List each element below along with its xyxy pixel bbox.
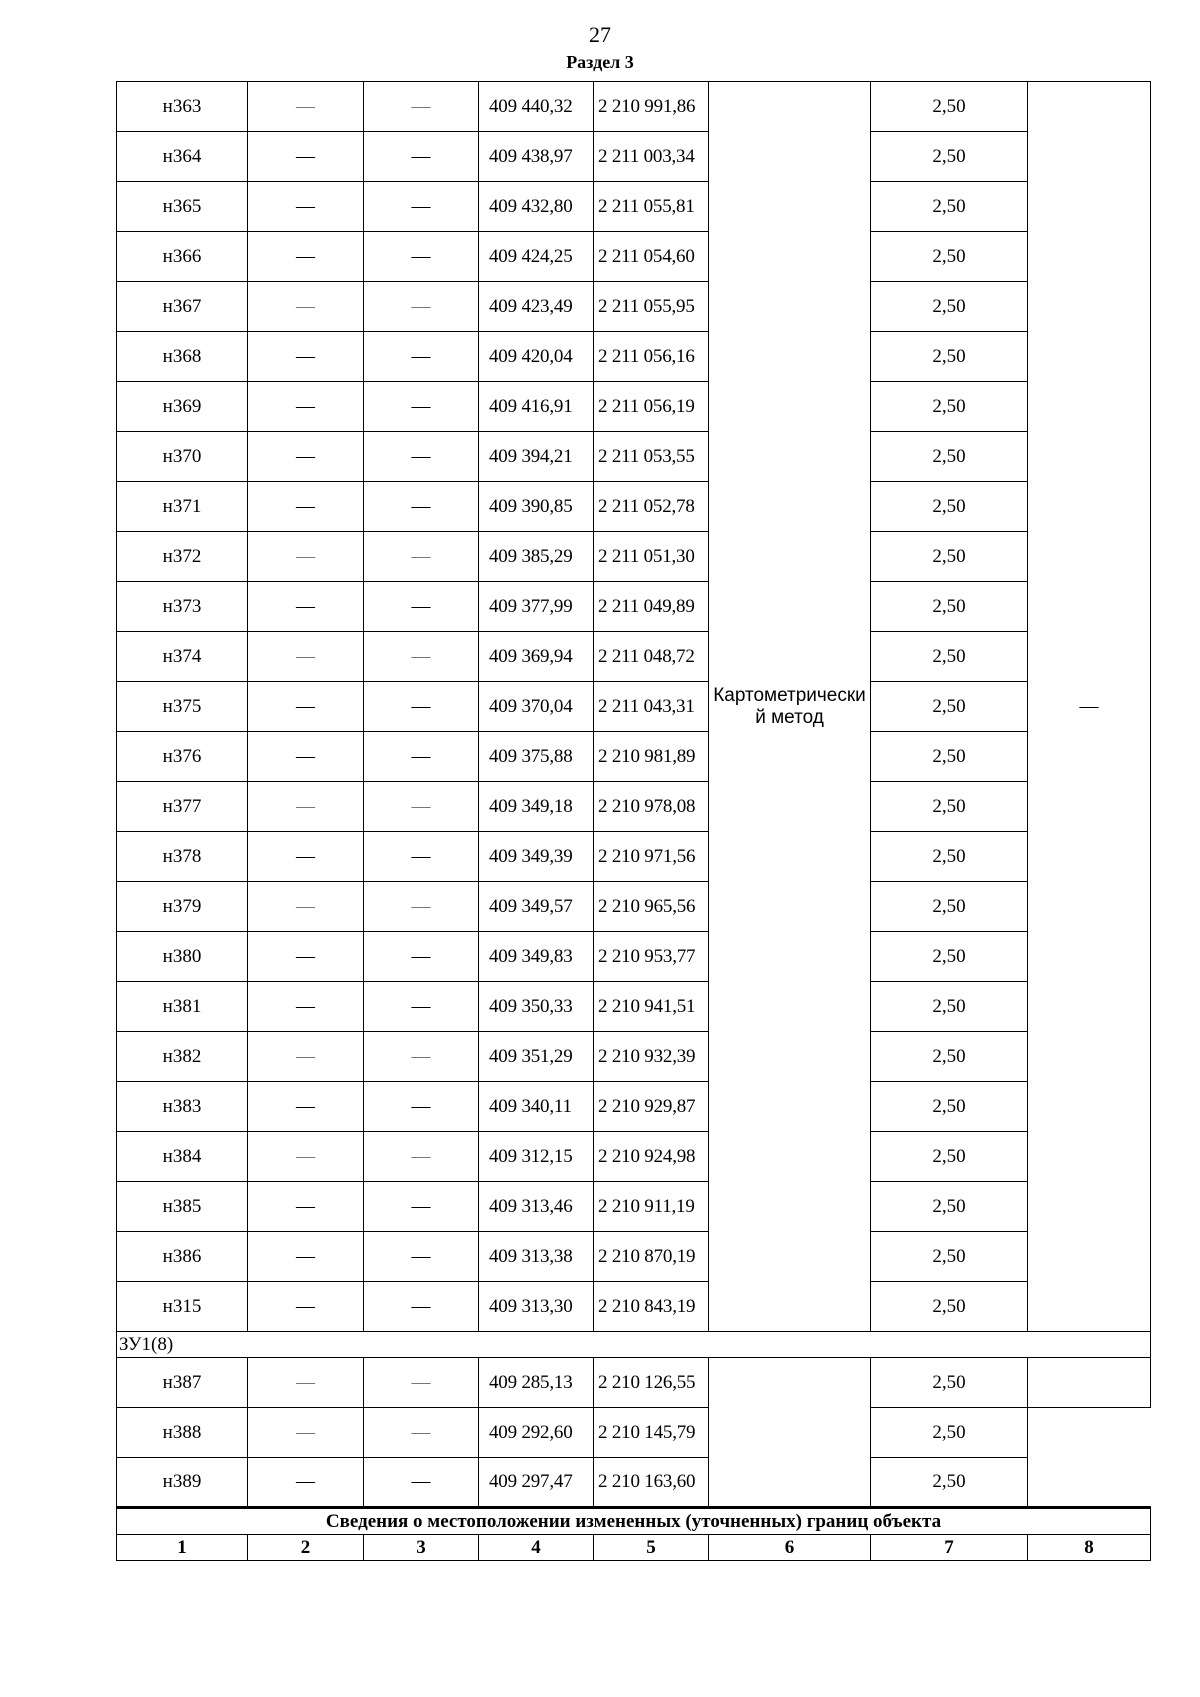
table-row [117,1358,1151,1408]
accuracy-cell: 2,50 [871,232,1028,282]
accuracy-cell: 2,50 [871,1132,1028,1182]
dash-cell: — [364,132,479,182]
accuracy-cell: 2,50 [871,932,1028,982]
point-id-cell: н382 [117,1032,248,1082]
dash-cell: — [248,582,364,632]
point-id-cell: н381 [117,982,248,1032]
y-coordinate-cell: 2 211 048,72 [594,632,709,682]
dash-cell: — [248,682,364,732]
table-row [117,382,1151,432]
caption-row [117,1508,1151,1535]
dash-cell: — [248,732,364,782]
dash-cell: — [248,482,364,532]
y-coordinate-cell: 2 211 051,30 [594,532,709,582]
table-row [117,432,1151,482]
column-number: 8 [1028,1535,1151,1561]
point-id-cell: н366 [117,232,248,282]
y-coordinate-cell: 2 211 055,95 [594,282,709,332]
table-row [117,1032,1151,1082]
x-coordinate-cell: 409 292,60 [479,1408,594,1458]
table-row [117,482,1151,532]
accuracy-cell: 2,50 [871,1032,1028,1082]
column-number-row [117,1535,1151,1561]
x-coordinate-cell: 409 349,83 [479,932,594,982]
dash-cell: — [364,582,479,632]
dash-cell: — [364,932,479,982]
point-id-cell: н315 [117,1282,248,1332]
accuracy-cell: 2,50 [871,382,1028,432]
column-number: 1 [117,1535,248,1561]
x-coordinate-cell: 409 375,88 [479,732,594,782]
dash-cell: — [364,532,479,582]
table-row [117,1132,1151,1182]
dash-cell: — [364,1458,479,1508]
table-row [117,332,1151,382]
accuracy-cell: 2,50 [871,1082,1028,1132]
x-coordinate-cell: 409 350,33 [479,982,594,1032]
accuracy-cell: 2,50 [871,482,1028,532]
y-coordinate-cell: 2 210 924,98 [594,1132,709,1182]
point-id-cell: н365 [117,182,248,232]
table-row [117,732,1151,782]
accuracy-cell: 2,50 [871,1282,1028,1332]
point-id-cell: н376 [117,732,248,782]
point-id-cell: н374 [117,632,248,682]
table-row [117,982,1151,1032]
column-number: 3 [364,1535,479,1561]
dash-cell: — [364,1032,479,1082]
dash-cell: — [248,1358,364,1408]
y-coordinate-cell: 2 211 043,31 [594,682,709,732]
x-coordinate-cell: 409 349,57 [479,882,594,932]
accuracy-cell: 2,50 [871,1358,1028,1408]
dash-cell: — [364,382,479,432]
point-id-cell: н375 [117,682,248,732]
dash-cell: — [248,632,364,682]
dash-cell: — [248,232,364,282]
dash-cell: — [364,332,479,382]
dash-cell: — [364,482,479,532]
point-id-cell: н388 [117,1408,248,1458]
point-id-cell: н379 [117,882,248,932]
table-row [117,1232,1151,1282]
accuracy-cell: 2,50 [871,532,1028,582]
y-coordinate-cell: 2 210 971,56 [594,832,709,882]
x-coordinate-cell: 409 285,13 [479,1358,594,1408]
y-coordinate-cell: 2 210 991,86 [594,82,709,132]
point-id-cell: н377 [117,782,248,832]
dash-cell: — [364,1282,479,1332]
dash-cell: — [248,432,364,482]
dash-cell: — [364,1232,479,1282]
x-coordinate-cell: 409 340,11 [479,1082,594,1132]
y-coordinate-cell: 2 211 049,89 [594,582,709,632]
point-id-cell: н373 [117,582,248,632]
dash-cell: — [364,232,479,282]
point-id-cell: н372 [117,532,248,582]
x-coordinate-cell: 409 394,21 [479,432,594,482]
dash-cell: — [364,782,479,832]
point-id-cell: н385 [117,1182,248,1232]
x-coordinate-cell: 409 349,18 [479,782,594,832]
table-row [117,1082,1151,1132]
col8-empty-cell [1028,1358,1151,1408]
x-coordinate-cell: 409 390,85 [479,482,594,532]
page-number: 27 [589,22,611,47]
dash-cell: — [364,682,479,732]
col8-dash-cell: — [1028,82,1151,1332]
accuracy-cell: 2,50 [871,732,1028,782]
table-row [117,132,1151,182]
method-cell-empty [709,1358,871,1508]
accuracy-cell: 2,50 [871,282,1028,332]
accuracy-cell: 2,50 [871,332,1028,382]
accuracy-cell: 2,50 [871,632,1028,682]
table-row [117,1182,1151,1232]
point-id-cell: н387 [117,1358,248,1408]
y-coordinate-cell: 2 210 163,60 [594,1458,709,1508]
x-coordinate-cell: 409 432,80 [479,182,594,232]
column-number: 7 [871,1535,1028,1561]
dash-cell: — [248,832,364,882]
y-coordinate-cell: 2 210 843,19 [594,1282,709,1332]
dash-cell: — [364,82,479,132]
accuracy-cell: 2,50 [871,1458,1028,1508]
y-coordinate-cell: 2 210 978,08 [594,782,709,832]
y-coordinate-cell: 2 211 056,19 [594,382,709,432]
x-coordinate-cell: 409 313,30 [479,1282,594,1332]
point-id-cell: н371 [117,482,248,532]
table-caption: Сведения о местоположении измененных (уточненных) границ объекта [117,1508,1151,1535]
col8-blank [1028,1408,1151,1508]
x-coordinate-cell: 409 424,25 [479,232,594,282]
x-coordinate-cell: 409 349,39 [479,832,594,882]
dash-cell: — [248,82,364,132]
y-coordinate-cell: 2 210 929,87 [594,1082,709,1132]
y-coordinate-cell: 2 210 965,56 [594,882,709,932]
dash-cell: — [364,982,479,1032]
dash-cell: — [248,882,364,932]
y-coordinate-cell: 2 211 054,60 [594,232,709,282]
dash-cell: — [248,1282,364,1332]
point-id-cell: н368 [117,332,248,382]
dash-cell: — [248,982,364,1032]
y-coordinate-cell: 2 211 053,55 [594,432,709,482]
subheader-row [117,1332,1151,1358]
dash-cell: — [248,1032,364,1082]
point-id-cell: н364 [117,132,248,182]
table-row [117,1408,1151,1458]
dash-cell: — [248,332,364,382]
y-coordinate-cell: 2 210 870,19 [594,1232,709,1282]
dash-cell: — [364,182,479,232]
x-coordinate-cell: 409 313,46 [479,1182,594,1232]
point-id-cell: н363 [117,82,248,132]
dash-cell: — [364,732,479,782]
y-coordinate-cell: 2 211 055,81 [594,182,709,232]
table-row [117,932,1151,982]
y-coordinate-cell: 2 211 052,78 [594,482,709,532]
table-row [117,682,1151,732]
column-number: 2 [248,1535,364,1561]
dash-cell: — [248,932,364,982]
point-id-cell: н383 [117,1082,248,1132]
dash-cell: — [248,1408,364,1458]
y-coordinate-cell: 2 210 126,55 [594,1358,709,1408]
accuracy-cell: 2,50 [871,1182,1028,1232]
y-coordinate-cell: 2 211 003,34 [594,132,709,182]
y-coordinate-cell: 2 210 932,39 [594,1032,709,1082]
point-id-cell: н384 [117,1132,248,1182]
x-coordinate-cell: 409 369,94 [479,632,594,682]
table-row [117,1282,1151,1332]
dash-cell: — [364,832,479,882]
dash-cell: — [364,632,479,682]
point-id-cell: н370 [117,432,248,482]
accuracy-cell: 2,50 [871,582,1028,632]
accuracy-cell: 2,50 [871,432,1028,482]
dash-cell: — [364,1182,479,1232]
dash-cell: — [364,432,479,482]
table-row [117,82,1151,132]
column-number: 4 [479,1535,594,1561]
accuracy-cell: 2,50 [871,882,1028,932]
accuracy-cell: 2,50 [871,182,1028,232]
x-coordinate-cell: 409 370,04 [479,682,594,732]
table-row [117,1458,1151,1508]
point-id-cell: н386 [117,1232,248,1282]
method-cell: Картометрически й метод [709,82,871,1332]
x-coordinate-cell: 409 423,49 [479,282,594,332]
dash-cell: — [248,382,364,432]
x-coordinate-cell: 409 420,04 [479,332,594,382]
column-number: 6 [709,1535,871,1561]
x-coordinate-cell: 409 313,38 [479,1232,594,1282]
dash-cell: — [248,132,364,182]
y-coordinate-cell: 2 210 981,89 [594,732,709,782]
dash-cell: — [248,182,364,232]
x-coordinate-cell: 409 438,97 [479,132,594,182]
accuracy-cell: 2,50 [871,982,1028,1032]
table-row [117,832,1151,882]
dash-cell: — [248,1182,364,1232]
accuracy-cell: 2,50 [871,782,1028,832]
table-row [117,532,1151,582]
dash-cell: — [364,1132,479,1182]
accuracy-cell: 2,50 [871,1408,1028,1458]
x-coordinate-cell: 409 377,99 [479,582,594,632]
section-title: Раздел 3 [566,52,634,72]
point-id-cell: н389 [117,1458,248,1508]
table-row [117,632,1151,682]
table-row [117,182,1151,232]
accuracy-cell: 2,50 [871,82,1028,132]
y-coordinate-cell: 2 210 911,19 [594,1182,709,1232]
accuracy-cell: 2,50 [871,1232,1028,1282]
dash-cell: — [248,782,364,832]
x-coordinate-cell: 409 416,91 [479,382,594,432]
accuracy-cell: 2,50 [871,682,1028,732]
accuracy-cell: 2,50 [871,132,1028,182]
dash-cell: — [364,1408,479,1458]
point-id-cell: н369 [117,382,248,432]
y-coordinate-cell: 2 211 056,16 [594,332,709,382]
x-coordinate-cell: 409 440,32 [479,82,594,132]
dash-cell: — [248,1232,364,1282]
x-coordinate-cell: 409 385,29 [479,532,594,582]
table-row [117,782,1151,832]
x-coordinate-cell: 409 351,29 [479,1032,594,1082]
dash-cell: — [248,1132,364,1182]
dash-cell: — [248,1082,364,1132]
y-coordinate-cell: 2 210 941,51 [594,982,709,1032]
table-row [117,582,1151,632]
x-coordinate-cell: 409 312,15 [479,1132,594,1182]
dash-cell: — [248,532,364,582]
y-coordinate-cell: 2 210 953,77 [594,932,709,982]
table-row [117,882,1151,932]
point-id-cell: н378 [117,832,248,882]
dash-cell: — [364,1082,479,1132]
dash-cell: — [364,282,479,332]
dash-cell: — [248,1458,364,1508]
point-id-cell: н380 [117,932,248,982]
column-number: 5 [594,1535,709,1561]
point-id-cell: н367 [117,282,248,332]
parcel-label: ЗУ1(8) [117,1332,1151,1358]
table-row [117,232,1151,282]
x-coordinate-cell: 409 297,47 [479,1458,594,1508]
accuracy-cell: 2,50 [871,832,1028,882]
dash-cell: — [364,882,479,932]
dash-cell: — [364,1358,479,1408]
dash-cell: — [248,282,364,332]
coordinates-table [116,81,1151,1561]
table-row [117,282,1151,332]
y-coordinate-cell: 2 210 145,79 [594,1408,709,1458]
